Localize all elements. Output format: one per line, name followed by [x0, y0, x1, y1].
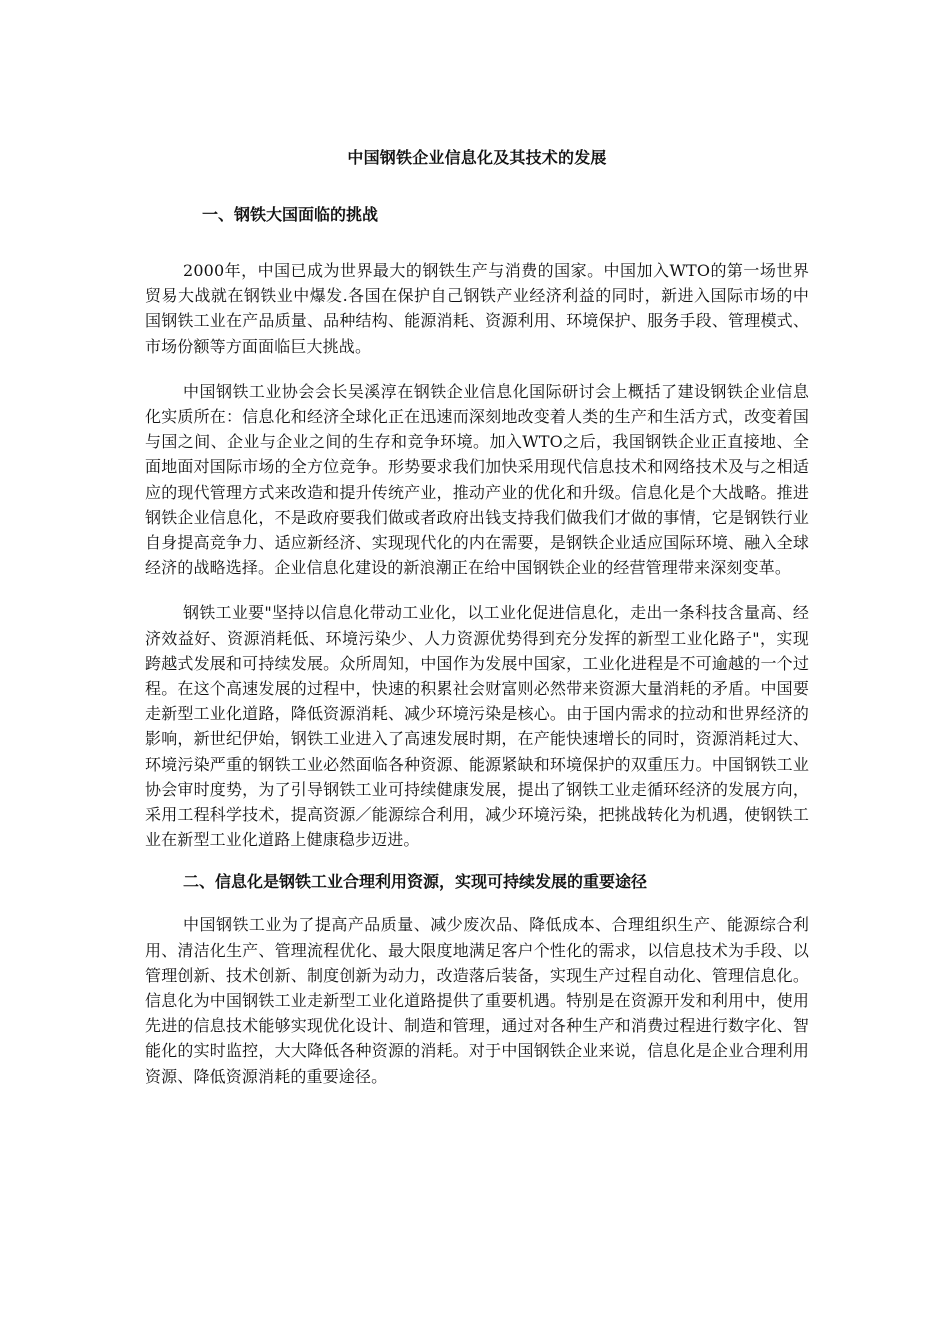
section-2-heading: 二、信息化是钢铁工业合理利用资源，实现可持续发展的重要途径 [183, 872, 648, 892]
section-1-paragraph-3: 钢铁工业要"坚持以信息化带动工业化，以工业化促进信息化，走出一条科技含量高、经济效益好、资源消耗低、环境污染少、人力资源优势得到充分发挥的新型工业化路子"，实现跨越式发展和可持续发展。众所周知，中国作为发展中国家，工业化进程是不可逾越的一个过程。在这个高速发展的过程中，快速的积累社会财富则必然带来资源大量消耗的矛盾。中国要走新型工业化道路，降低资源消耗、减少环境污染是核心。由于国内需求的拉动和世界经济的影响，新世纪伊始，钢铁工业进入了高速发展时期，在产能快速增长的同时，资源消耗过大、环境污染严重的钢铁工业必然面临各种资源、能源紧缺和环境保护的双重压力。中国钢铁工业协会审时度势，为了引导钢铁工业可持续健康发展，提出了钢铁工业走循环经济的发展方向，采用工程科学技术，提高资源／能源综合利用，减少环境污染，把挑战转化为机遇，使钢铁工业在新型工业化道路上健康稳步迈进。 [145, 603, 809, 850]
section-1-paragraph-2: 中国钢铁工业协会会长吴溪淳在钢铁企业信息化国际研讨会上概括了建设钢铁企业信息化实质所在：信息化和经济全球化正在迅速而深刻地改变着人类的生产和生活方式，改变着国与国之间、企业与企业之间的生存和竞争环境。加入WTO之后，我国钢铁企业正直接地、全面地面对国际市场的全方位竞争。形势要求我们加快采用现代信息技术和网络技术及与之相适应的现代管理方式来改造和提升传统产业，推动产业的优化和升级。信息化是个大战略。推进钢铁企业信息化，不是政府要我们做或者政府出钱支持我们做我们才做的事情，它是钢铁行业自身提高竞争力、适应新经济、实现现代化的内在需要，是钢铁企业适应国际环境、融入全球经济的战略选择。企业信息化建设的新浪潮正在给中国钢铁企业的经营管理带来深刻变革。 [145, 381, 809, 578]
section-1-heading: 一、钢铁大国面临的挑战 [202, 205, 379, 224]
document-title: 中国钢铁企业信息化及其技术的发展 [347, 148, 607, 167]
section-1-paragraph-1: 2000年，中国已成为世界最大的钢铁生产与消费的国家。中国加入WTO的第一场世界贸易大战就在钢铁业中爆发.各国在保护自己钢铁产业经济利益的同时，新进入国际市场的中国钢铁工业在产品质量、品种结构、能源消耗、资源利用、环境保护、服务手段、管理模式、市场份额等方面面临巨大挑战。 [145, 261, 809, 356]
section-2-paragraph-1: 中国钢铁工业为了提高产品质量、减少废次品、降低成本、合理组织生产、能源综合利用、清洁化生产、管理流程优化、最大限度地满足客户个性化的需求，以信息技术为手段、以管理创新、技术创新、制度创新为动力，改造落后装备，实现生产过程自动化、管理信息化。信息化为中国钢铁工业走新型工业化道路提供了重要机遇。特别是在资源开发和利用中，使用先进的信息技术能够实现优化设计、制造和管理，通过对各种生产和消费过程进行数字化、智能化的实时监控，大大降低各种资源的消耗。对于中国钢铁企业来说，信息化是企业合理利用资源、降低资源消耗的重要途径。 [145, 915, 809, 1086]
document-body [145, 145, 809, 1089]
